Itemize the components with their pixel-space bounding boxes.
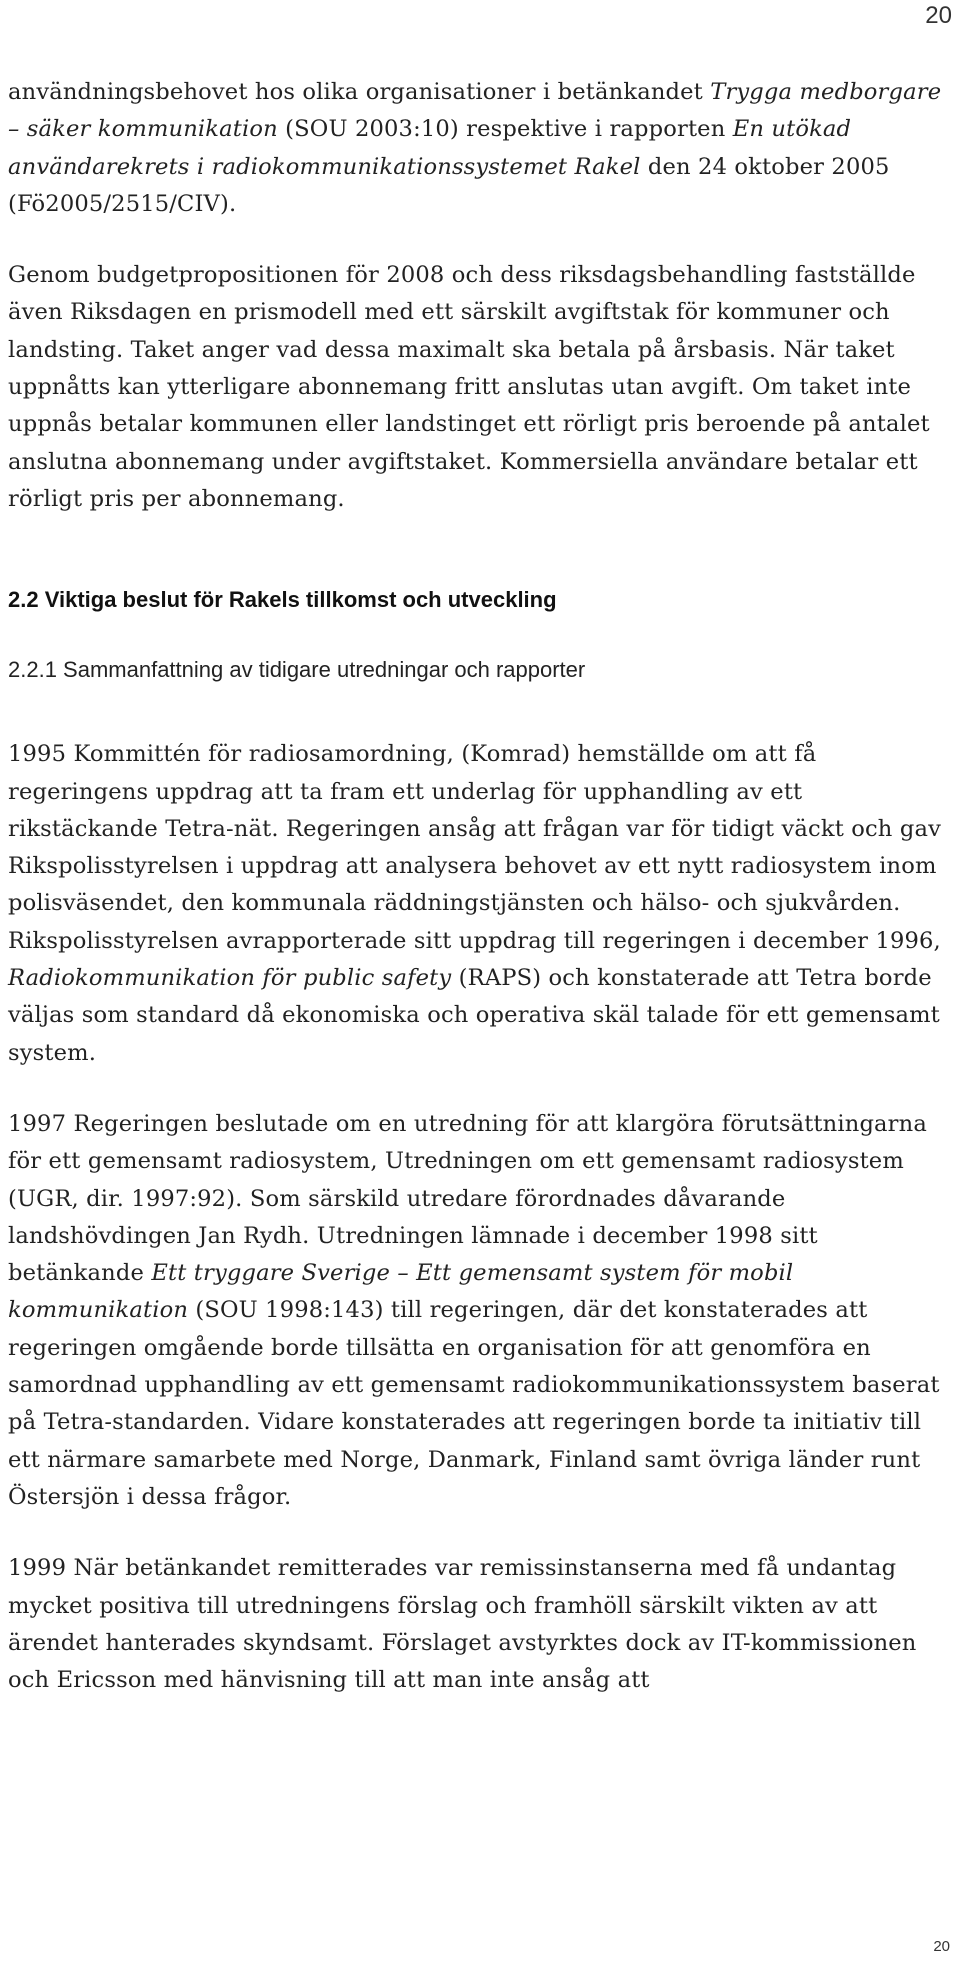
text-run: användningsbehovet hos olika organisationer i betänkandet (8, 79, 711, 105)
entry-year: 1999 (8, 1555, 67, 1582)
paragraph-user-needs (8, 74, 953, 223)
text-run: Regeringen beslutade om en utredning för att klargöra förutsättningarna för ett gemensamt radiosystem, Utredningen om ett gemensamt radiosystem (UGR, dir. 1997:92). Som särskild utredare förordnades dåvarande landshövdingen Jan Rydh. Utredningen lämnade i december 1998 sitt betänkande (8, 1110, 927, 1287)
entry-year: 1995 (8, 741, 67, 768)
entry-1995 (8, 736, 953, 1072)
entry-year: 1997 (8, 1110, 67, 1137)
timeline-entries (8, 736, 953, 1699)
document-body (8, 74, 953, 1733)
section-heading: 2.2 Viktiga beslut för Rakels tillkomst och utveckling (8, 587, 557, 613)
text-run: När betänkandet remitterades var remissinstanserna med få undantag mycket positiva till utredningens förslag och framhöll särskilt vikten av att ärendet hanterades skyndsamt. Förslaget avstyrktes dock av IT-kommissionen och Ericsson med hänvisning till att man inte ansåg att (8, 1555, 917, 1694)
paragraph-price-model: Genom budgetpropositionen för 2008 och dess riksdagsbehandling fastställde även Riksdagen en prismodell med ett särskilt avgiftstak för kommuner och landsting. Taket anger vad dessa maximalt ska betala på årsbasis. När taket uppnåtts kan ytterligare abonnemang fritt anslutas utan avgift. Om taket inte uppnås betalar kommunen eller landstinget ett rörligt pris beroende på antalet anslutna abonnemang under avgiftstaket. Kommersiella användare betalar ett rörligt pris per abonnemang. (8, 262, 930, 512)
subsection-heading: 2.2.1 Sammanfattning av tidigare utredningar och rapporter (8, 657, 586, 683)
report-title-italic: Radiokommunikation för public safety (8, 965, 452, 992)
text-run: (SOU 1998:143) till regeringen, där det konstaterades att regeringen omgående borde tillsätta en organisation för att genomföra en samordnad upphandling av ett gemensamt radiokommunikationssystem baserat på Tetra-standarden. Vidare konstaterades att regeringen borde ta initiativ till ett närmare samarbete med Norge, Danmark, Finland samt övriga länder runt Östersjön i dessa frågor. (8, 1297, 940, 1510)
report-title-italic: Ett tryggare Sverige – Ett gemensamt system för mobil kommunikation (8, 1260, 794, 1324)
report-title-italic: Trygga medborgare – säker kommunikation (8, 79, 942, 143)
text-run: Kommittén för radiosamordning, (Komrad) hemställde om att få regeringens uppdrag att ta fram ett underlag för upphandling av ett rikstäckande Tetra-nät. Regeringen ansåg att frågan var för tidigt väckt och gav Rikspolisstyrelsen i uppdrag att analysera behovet av ett nytt radiosystem inom polisväsendet, den kommunala räddningstjänsten och hälso- och sjukvården. Rikspolisstyrelsen avrapporterade sitt uppdrag till regeringen i december 1996, (8, 741, 941, 954)
entry-1999 (8, 1550, 953, 1699)
page-number-bottom: 20 (933, 1938, 950, 1955)
text-run: den 24 oktober 2005 (Fö2005/2515/CIV). (8, 153, 890, 217)
entry-1997 (8, 1106, 953, 1516)
report-title-italic: En utökad användarekrets i radiokommunikationssystemet Rakel (8, 116, 852, 180)
page-number-top: 20 (925, 2, 952, 29)
text-run: (RAPS) och konstaterade att Tetra borde väljas som standard då ekonomiska och operativa skäl talade för ett gemensamt system. (8, 965, 940, 1066)
text-run: (SOU 2003:10) respektive i rapporten (277, 116, 733, 143)
